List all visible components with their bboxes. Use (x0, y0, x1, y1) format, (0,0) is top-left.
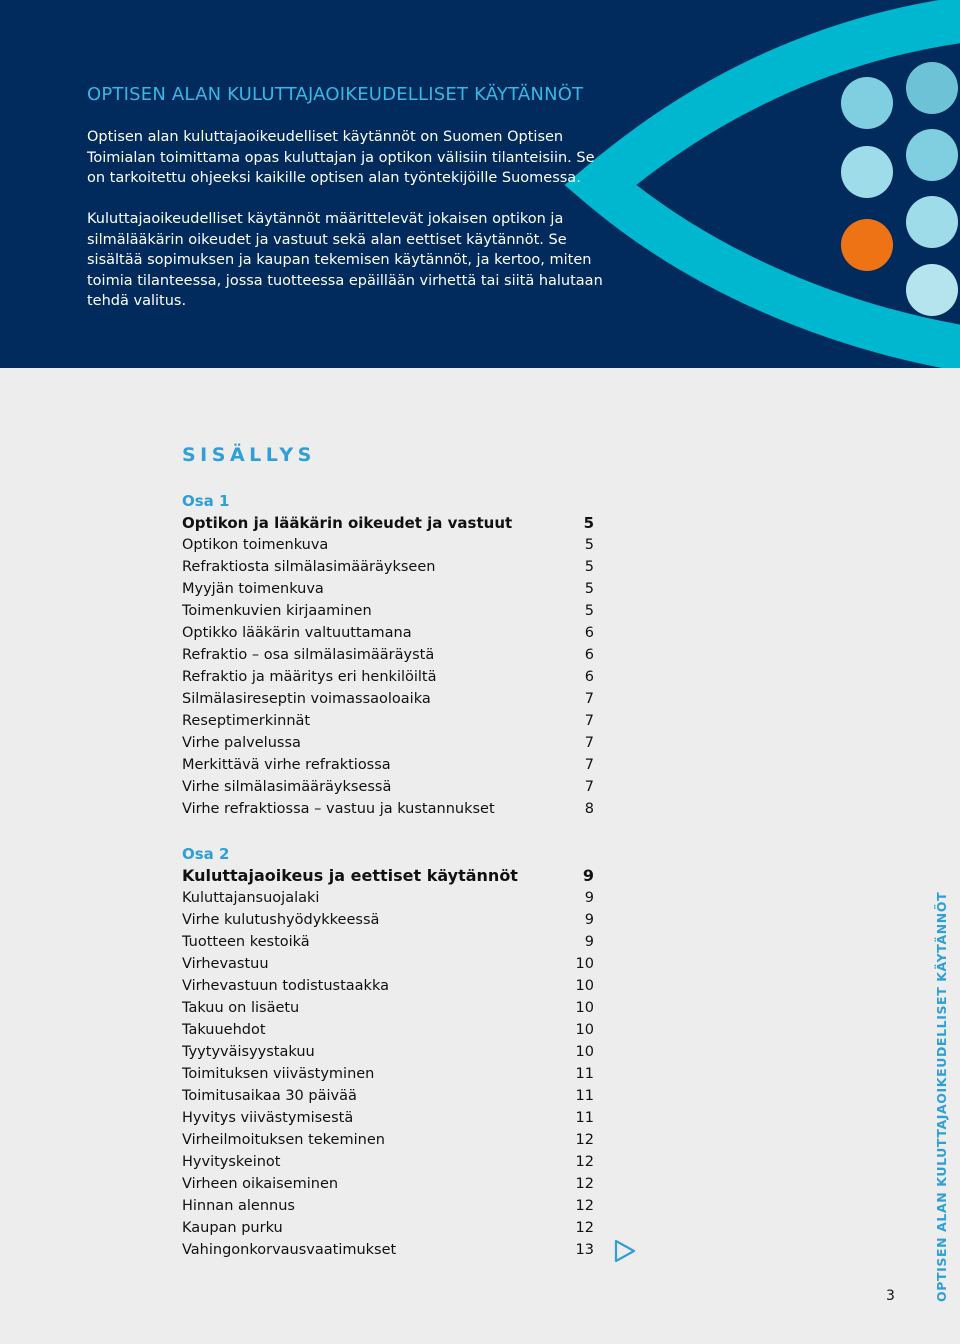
toc-entry-label: Kuluttajansuojalaki (182, 890, 320, 906)
toc-entry-label: Virheen oikaiseminen (182, 1176, 339, 1192)
toc-entry[interactable] (182, 754, 594, 776)
toc-page-number: 11 (575, 1066, 594, 1082)
toc-page-number: 6 (584, 669, 594, 685)
toc-part-1 (182, 490, 594, 820)
toc-page-number: 7 (584, 779, 594, 795)
eye-dot (841, 77, 893, 129)
toc-page-number: 9 (582, 866, 594, 885)
page-number: 3 (886, 1288, 895, 1304)
toc-part-2 (182, 843, 594, 1261)
eye-dot (906, 264, 958, 316)
eye-dot (906, 62, 958, 114)
toc-entry-label: Hyvitys viivästymisestä (182, 1110, 354, 1126)
toc-page-number: 5 (584, 603, 594, 619)
toc-entry-label: Takuu on lisäetu (182, 1000, 300, 1016)
toc-entry[interactable] (182, 997, 594, 1019)
toc-page-number: 7 (584, 757, 594, 773)
toc-page-number: 10 (575, 978, 594, 994)
toc-page-number: 11 (575, 1110, 594, 1126)
toc-entry-label: Virhe silmälasimääräyksessä (182, 779, 392, 795)
eye-dot (906, 129, 958, 181)
toc-page-number: 7 (584, 713, 594, 729)
toc-page-number: 8 (584, 801, 594, 817)
header-title: OPTISEN ALAN KULUTTAJAOIKEUDELLISET KÄYTÄNNÖT (87, 84, 584, 105)
toc-entry[interactable] (182, 578, 594, 600)
toc-entry[interactable] (182, 1239, 594, 1261)
play-triangle-icon[interactable] (612, 1238, 638, 1264)
toc-page-number: 10 (575, 956, 594, 972)
eye-dot (906, 196, 958, 248)
toc-page-number: 9 (584, 934, 594, 950)
intro-paragraph: Kuluttajaoikeudelliset käytännöt määrittelevät jokaisen optikon ja silmälääkärin oikeudet ja vastuut sekä alan eettiset käytännöt. Se sisältää sopimuksen ja kaupan tekemisen käytännöt, ja kertoo, miten toimia tilanteessa, jossa tuotteessa epäillään virhettä tai siitä halutaan tehdä valitus. (87, 211, 603, 309)
toc-entry-label: Virhe palvelussa (182, 735, 301, 751)
toc-entry[interactable] (182, 710, 594, 732)
toc-page-number: 5 (584, 581, 594, 597)
toc-entry-label: Silmälasireseptin voimassaoloaika (182, 691, 431, 707)
part-label: Osa 1 (182, 492, 230, 510)
toc-entry[interactable] (182, 622, 594, 644)
toc-page-number: 10 (575, 1000, 594, 1016)
toc-page-number: 12 (575, 1154, 594, 1170)
toc-entry[interactable] (182, 1129, 594, 1151)
toc-entry[interactable] (182, 1019, 594, 1041)
intro-paragraph: Optisen alan kuluttajaoikeudelliset käytännöt on Suomen Optisen Toimialan toimittama opas kuluttajan ja optikon välisiin tilanteisiin. Se on tarkoitettu ohjeeksi kaikille optisen alan työntekijöille Suomessa. (87, 129, 595, 186)
toc-entry[interactable] (182, 534, 594, 556)
toc-page-number: 11 (575, 1088, 594, 1104)
toc-entry-label: Reseptimerkinnät (182, 713, 311, 729)
toc-entry[interactable] (182, 975, 594, 997)
toc-page-number: 10 (575, 1044, 594, 1060)
toc-page-number: 6 (584, 647, 594, 663)
toc-part-title-row[interactable] (182, 512, 594, 534)
part-label: Osa 2 (182, 845, 230, 863)
toc-page-number: 6 (584, 625, 594, 641)
toc-entry-label: Tuotteen kestoikä (182, 934, 310, 950)
toc-entry[interactable] (182, 776, 594, 798)
toc-page-number: 5 (583, 514, 594, 532)
toc-items (182, 887, 594, 1261)
toc-entry[interactable] (182, 1151, 594, 1173)
toc-entry-label: Hinnan alennus (182, 1198, 295, 1214)
toc-page-number: 7 (584, 735, 594, 751)
toc-entry-label: Virheilmoituksen tekeminen (182, 1132, 385, 1148)
toc-entry-label: Virhe kulutushyödykkeessä (182, 912, 380, 928)
toc-entry[interactable] (182, 688, 594, 710)
toc-entry-label: Takuuehdot (182, 1022, 266, 1038)
toc-entry-label: Myyjän toimenkuva (182, 581, 324, 597)
toc-entry[interactable] (182, 666, 594, 688)
toc-entry[interactable] (182, 1195, 594, 1217)
toc-page-number: 12 (575, 1220, 594, 1236)
toc-entry-label: Optikon toimenkuva (182, 537, 329, 553)
toc-entry-label: Toimitusaikaa 30 päivää (182, 1088, 357, 1104)
toc-entry[interactable] (182, 1173, 594, 1195)
toc-entry-label: Virhevastuu (182, 956, 269, 972)
toc-page-number: 13 (575, 1242, 594, 1258)
toc-entry-label: Toimituksen viivästyminen (182, 1066, 375, 1082)
toc-entry[interactable] (182, 556, 594, 578)
toc-entry-label: Tyytyväisyystakuu (182, 1044, 315, 1060)
header-banner (0, 0, 960, 368)
toc-entry[interactable] (182, 953, 594, 975)
toc-entry[interactable] (182, 600, 594, 622)
toc-entry-label: Hyvityskeinot (182, 1154, 281, 1170)
toc-entry[interactable] (182, 931, 594, 953)
toc-entry-label: Virhevastuun todistustaakka (182, 978, 389, 994)
toc-part-title: Kuluttajaoikeus ja eettiset käytännöt (182, 866, 518, 885)
toc-entry[interactable] (182, 798, 594, 820)
toc-entry[interactable] (182, 1063, 594, 1085)
toc-entry[interactable] (182, 1107, 594, 1129)
toc-entry-label: Kaupan purku (182, 1220, 283, 1236)
toc-page-number: 12 (575, 1132, 594, 1148)
toc-page-number: 9 (584, 912, 594, 928)
toc-entry[interactable] (182, 909, 594, 931)
toc-entry[interactable] (182, 1085, 594, 1107)
toc-entry-label: Optikko lääkärin valtuuttamana (182, 625, 412, 641)
toc-page-number: 12 (575, 1176, 594, 1192)
toc-entry-label: Merkittävä virhe refraktiossa (182, 757, 391, 773)
toc-heading: SISÄLLYS (182, 444, 316, 466)
toc-entry[interactable] (182, 732, 594, 754)
toc-entry[interactable] (182, 887, 594, 909)
toc-entry-label: Refraktiosta silmälasimääräykseen (182, 559, 436, 575)
toc-entry[interactable] (182, 1217, 594, 1239)
toc-page-number: 9 (584, 890, 594, 906)
toc-entry[interactable] (182, 644, 594, 666)
toc-entry-label: Toimenkuvien kirjaaminen (182, 603, 372, 619)
side-title: OPTISEN ALAN KULUTTAJAOIKEUDELLISET KÄYTÄNNÖT (934, 891, 949, 1302)
toc-page-number: 5 (584, 537, 594, 553)
eye-dot (841, 146, 893, 198)
eye-dot (841, 219, 893, 271)
toc-entry-label: Virhe refraktiossa – vastuu ja kustannukset (182, 801, 495, 817)
toc-page-number: 10 (575, 1022, 594, 1038)
toc-page-number: 12 (575, 1198, 594, 1214)
toc-entry-label: Refraktio ja määritys eri henkilöiltä (182, 669, 437, 685)
toc-entry-label: Vahingonkorvausvaatimukset (182, 1242, 397, 1258)
toc-entry-label: Refraktio – osa silmälasimääräystä (182, 647, 435, 663)
toc-part-title: Optikon ja lääkärin oikeudet ja vastuut (182, 514, 513, 532)
toc-items (182, 534, 594, 820)
toc-part-title-row[interactable] (182, 865, 594, 887)
toc-page-number: 7 (584, 691, 594, 707)
toc-page-number: 5 (584, 559, 594, 575)
toc-entry[interactable] (182, 1041, 594, 1063)
